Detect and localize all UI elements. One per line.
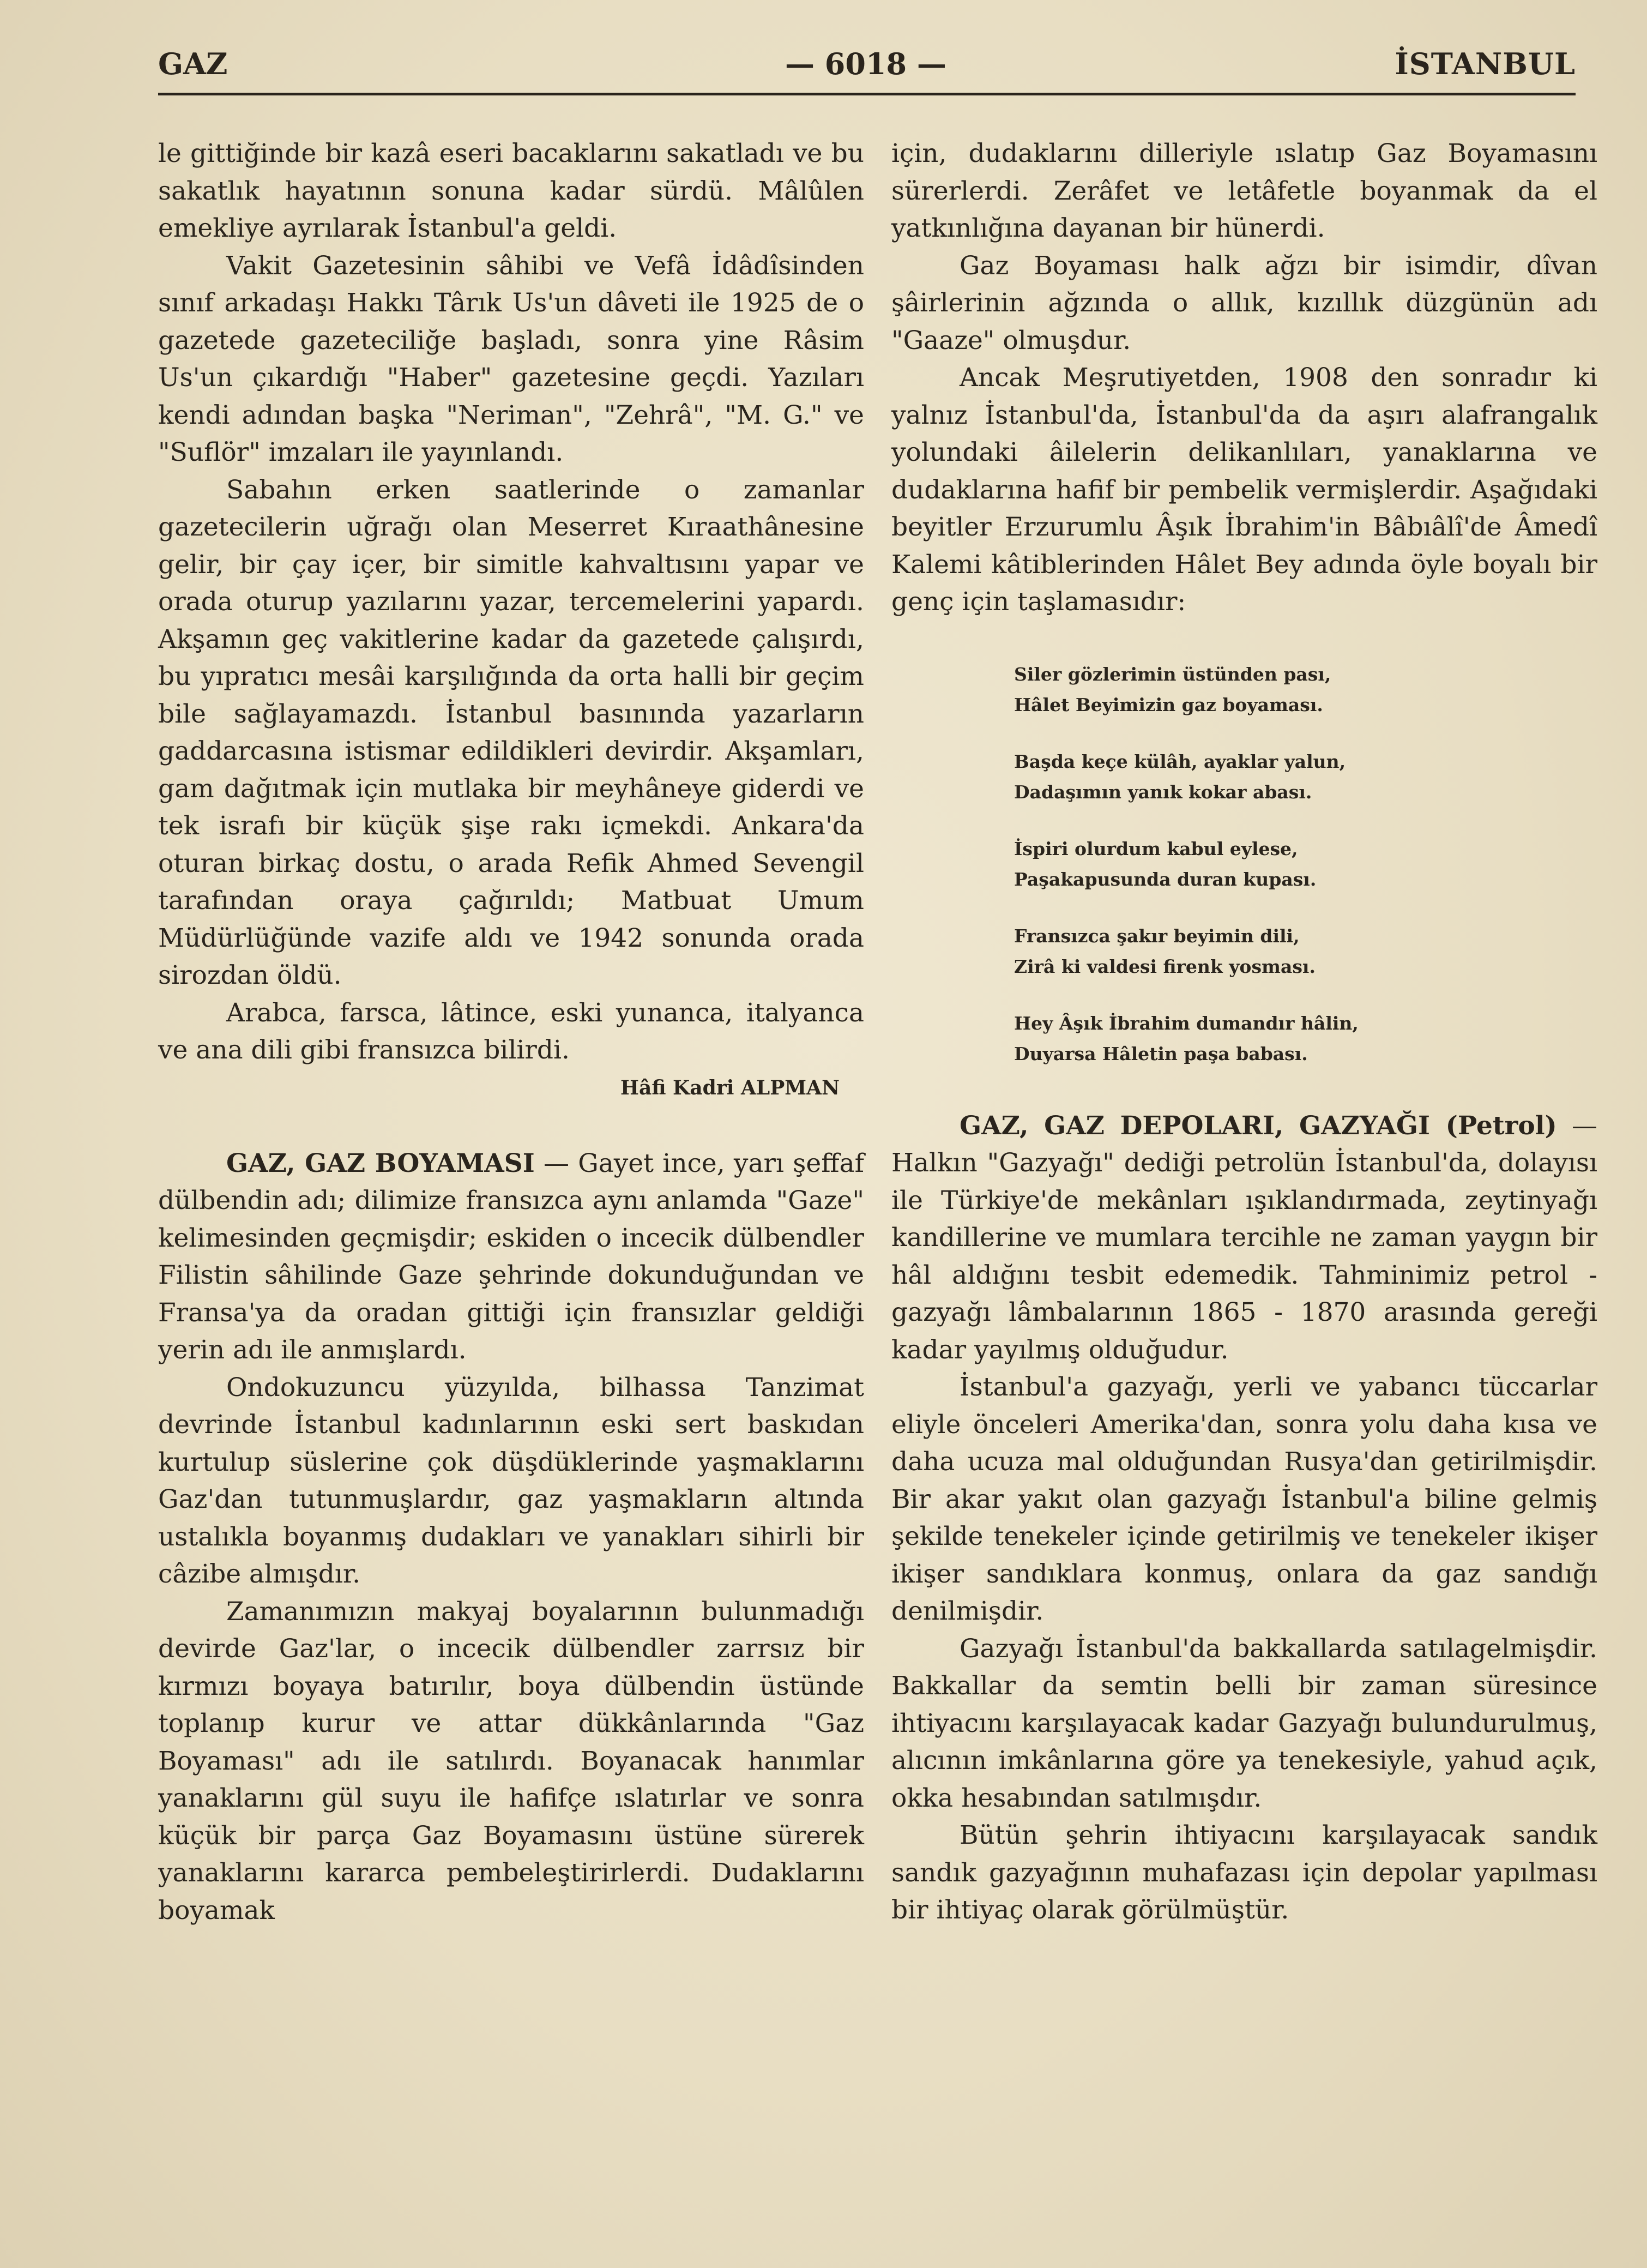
poem-line: Hey Âşık İbrahim dumandır hâlin, bbox=[1014, 1012, 1359, 1034]
page-header bbox=[158, 46, 1576, 95]
entry-separator bbox=[158, 1104, 864, 1145]
page-number: — 6018 — bbox=[785, 46, 946, 81]
poem bbox=[1014, 659, 1597, 1069]
paragraph: Bütün şehrin ihtiyacını karşılayacak sandık sandık gazyağının muhafazası için depolar yapılması bir ihtiyaç olarak görülmüştür. bbox=[891, 1820, 1597, 1925]
entry-heading-tail: (Petrol) bbox=[1430, 1110, 1557, 1141]
entry-heading: GAZ, GAZ BOYAMASI bbox=[226, 1148, 535, 1178]
paragraph: Zamanımızın makyaj boyalarının bulunmadığı devirde Gaz'lar, o incecik dülbendler zarrsız bir kırmızı boyaya batırılır, boya dülbendin üstünde toplanıp kurur ve attar dükkânlarında "Gaz Boyaması" adı ile satılırdı. Boyanacak hanımlar yanaklarını gül suyu ile hafifçe ıslatırlar ve sonra küçük bir parça Gaz Boyamasını üstüne sürerek yanaklarını kararca pembeleştirirlerdi. Dudaklarını boyamak bbox=[158, 1596, 864, 1926]
header-book-title: İSTANBUL bbox=[1395, 46, 1576, 81]
paragraph: Sabahın erken saatlerinde o zamanlar gazetecilerin uğrağı olan Meserret Kıraathânesine gelir, bir çay içer, bir simitle kahvaltısını yapar ve orada oturup yazılarını yazar, tercemelerini yapardı. Akşamın geç vakitlerine kadar da gazetede çalışırdı, bu yıpratıcı mesâi karşılığında da orta halli bir geçim bile sağlayamazdı. İstanbul basınında yazarların gaddarcasına istismar edildikleri devirdir. Akşamları, gam dağıtmak için mutlaka bir meyhâneye giderdi ve tek israfı bir küçük şişe rakı içmekdi. Ankara'da oturan birkaç dostu, o arada Refik Ahmed Sevengil tarafından oraya çağırıldı; Matbuat Umum Müdürlüğünde vazife aldı ve 1942 sonunda orada sirozdan öldü. bbox=[158, 474, 864, 990]
poem-stanza bbox=[1014, 747, 1597, 808]
paragraph: Vakit Gazetesinin sâhibi ve Vefâ İdâdîsinden sınıf arkadaşı Hakkı Târık Us'un dâveti ile 1925 de o gazetede gazeteciliğe başladı, sonra yine Râsim Us'un çıkardığı "Haber" gazetesine geçdi. Yazıları kendi adından başka "Neriman", "Zehrâ", "M. G." ve "Suflör" imzaları ile yayınlandı. bbox=[158, 250, 864, 467]
entry-heading: GAZ, GAZ DEPOLARI, GAZYAĞI bbox=[960, 1110, 1431, 1141]
paragraph: le gittiğinde bir kazâ eseri bacaklarını sakatladı ve bu sakatlık hayatının sonuna kadar sürdü. Mâlûlen emekliye ayrılarak İstanbul'a geldi. bbox=[158, 139, 864, 243]
poem-line: Duyarsa Hâletin paşa babası. bbox=[1014, 1043, 1308, 1064]
poem-line: Başda keçe külâh, ayaklar yalun, bbox=[1014, 750, 1346, 772]
paragraph: Gaz Boyaması halk ağzı bir isimdir, dîvan şâirlerinin ağzında o allık, kızıllık düzgünün adı "Gaaze" olmuşdur. bbox=[891, 250, 1597, 356]
entry-paragraph bbox=[158, 1145, 864, 1369]
entry-text: — Halkın "Gazyağı" dediği petrolün İstanbul'da, dolayısı ile Türkiye'de mekânları ışıklandırmada, zeytinyağı kandillerine ve mumlara tercihle ne zaman yaygın bir hâl aldığını tesbit edemedik. Tahminimiz petrol - gazyağı lâmbalarının 1865 - 1870 arasında gereği kadar yayılmış olduğudur. bbox=[891, 1110, 1597, 1365]
paragraph: İstanbul'a gazyağı, yerli ve yabancı tüccarlar eliyle önceleri Amerika'dan, sonra yolu daha kısa ve daha ucuza mal olduğundan Rusya'dan getirilmişdir. Bir akar yakıt olan gazyağı İstanbul'a biline gelmiş şekilde tenekeler içinde getirilmiş ve tenekeler ikişer ikişer sandıklara konmuş, onlara da gaz sandığı denilmişdir. bbox=[891, 1372, 1597, 1626]
poem-line: Dadaşımın yanık kokar abası. bbox=[1014, 781, 1312, 803]
right-column bbox=[891, 135, 1597, 1929]
paragraph: Ondokuzuncu yüzyılda, bilhassa Tanzimat devrinde İstanbul kadınlarının eski sert baskıdan kurtulup süslerine çok düşdüklerinde yaşmaklarını Gaz'dan tutunmuşlardır, gaz yaşmakların altında ustalıkla boyanmış dudakları ve yanakları sihirli bir câzibe almışdır. bbox=[158, 1372, 864, 1589]
paragraph: Ancak Meşrutiyetden, 1908 den sonradır ki yalnız İstanbul'da, İstanbul'da da aşırı alafrangalık yolundaki âilelerin delikanlıları, yanaklarına ve dudaklarına hafif bir pembelik vermişlerdir. Aşağıdaki beyitler Erzurumlu Âşık İbrahim'in Bâbıâlî'de Âmedî Kalemi kâtiblerinden Hâlet Bey adında öyle boyalı bir genç için taşlamasıdır: bbox=[891, 363, 1597, 617]
poem-line: İspiri olurdum kabul eylese, bbox=[1014, 838, 1298, 859]
poem-stanza bbox=[1014, 659, 1597, 720]
entry-paragraph bbox=[891, 1108, 1597, 1369]
poem-line: Siler gözlerimin üstünden pası, bbox=[1014, 663, 1331, 685]
paragraph: için, dudaklarını dilleriyle ıslatıp Gaz Boyamasını sürerlerdi. Zerâfet ve letâfetle boyanmak da el yatkınlığına dayanan bir hünerdi. bbox=[891, 139, 1597, 243]
entry-text: — Gayet ince, yarı şeffaf dülbendin adı; dilimize fransızca aynı anlamda "Gaze" kelimesinden geçmişdir; eskiden o incecik dülbendler Filistin sâhilinde Gaze şehrinde dokunduğundan ve Fransa'ya da oradan gittiği için fransızlar geldiği yerin adı ile anmışlardı. bbox=[158, 1148, 865, 1365]
poem-stanza bbox=[1014, 921, 1597, 982]
poem-line: Zirâ ki valdesi firenk yosması. bbox=[1014, 955, 1316, 977]
poem-line: Fransızca şakır beyimin dili, bbox=[1014, 925, 1300, 947]
poem-stanza bbox=[1014, 1008, 1597, 1069]
left-column bbox=[158, 135, 864, 1929]
paragraph: Gazyağı İstanbul'da bakkallarda satılagelmişdir. Bakkallar da semtin belli bir zaman süresince ihtiyacını karşılayacak kadar Gazyağı bulundurulmuş, alıcının imkânlarına göre ya tenekesiyle, yahud açık, okka hesabından satılmışdır. bbox=[891, 1633, 1597, 1813]
header-section-word: GAZ bbox=[158, 46, 228, 81]
paragraph: Arabca, farsca, lâtince, eski yunanca, italyanca ve ana dili gibi fransızca bilirdi. bbox=[158, 997, 864, 1065]
poem-line: Hâlet Beyimizin gaz boyaması. bbox=[1014, 694, 1323, 715]
author-signature: Hâfi Kadri ALPMAN bbox=[620, 1076, 840, 1099]
poem-stanza bbox=[1014, 834, 1597, 895]
poem-line: Paşakapusunda duran kupası. bbox=[1014, 868, 1317, 890]
header-rule bbox=[158, 93, 1576, 95]
